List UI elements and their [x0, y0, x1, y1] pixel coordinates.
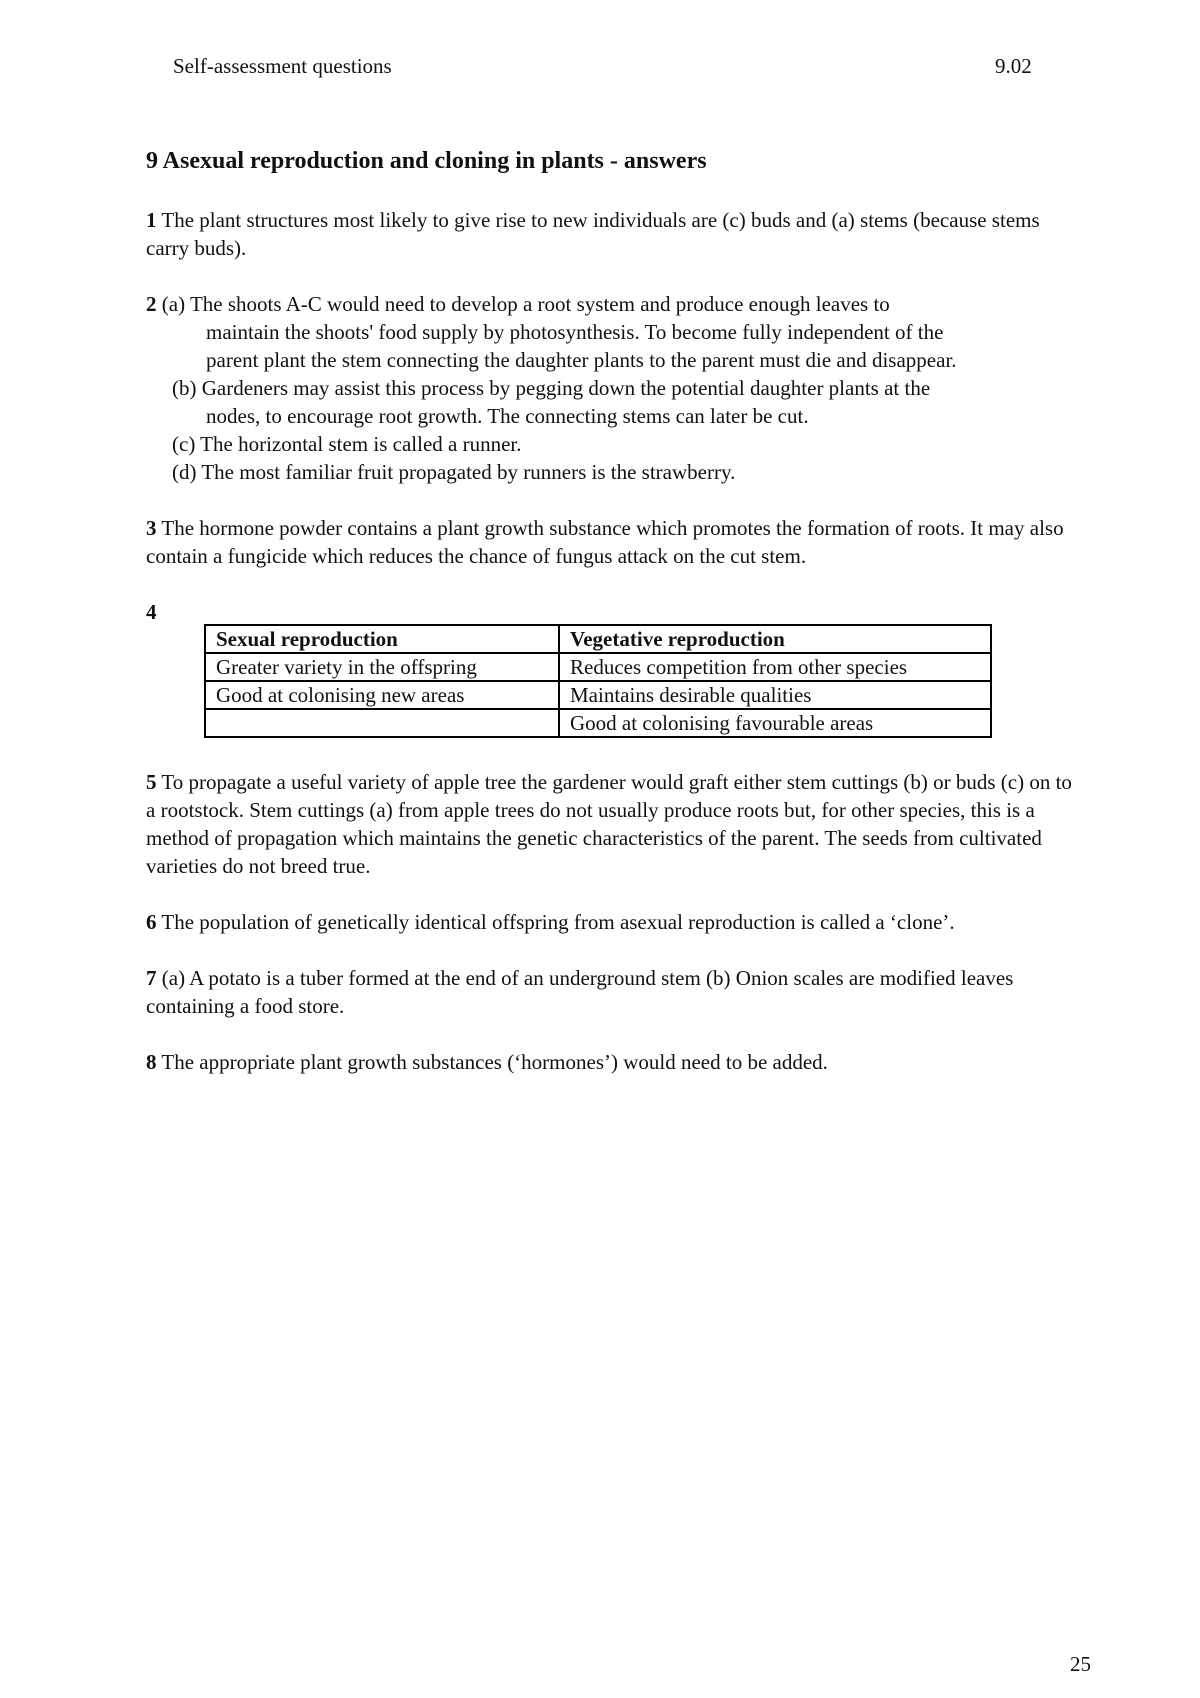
table-cell [205, 709, 559, 737]
table-cell: Reduces competition from other species [559, 653, 991, 681]
answer-2b-line-2: nodes, to encourage root growth. The connecting stems can later be cut. [206, 404, 809, 428]
answer-1 [146, 206, 1086, 262]
answer-number: 1 [146, 208, 157, 232]
table-header-cell: Sexual reproduction [205, 625, 559, 653]
answer-8 [146, 1048, 1086, 1076]
answer-number: 4 [146, 600, 157, 624]
answer-4 [146, 598, 1086, 626]
answer-number: 8 [146, 1050, 157, 1074]
answer-number: 3 [146, 516, 157, 540]
answer-part-label: (a) [161, 292, 186, 316]
answer-number: 7 [146, 966, 157, 990]
answer-2d: (d) The most familiar fruit propagated by runners is the strawberry. [172, 460, 736, 484]
answer-6 [146, 908, 1086, 936]
answer-7 [146, 964, 1086, 1020]
answer-text: To propagate a useful variety of apple tree the gardener would graft either stem cuttings (b) or buds (c) on to a rootstock. Stem cuttings (a) from apple trees do not usually produce roots but, for other species, this is a method of propagation which maintains the genetic characteristics of the parent. The seeds from cultivated varieties do not breed true. [146, 770, 1072, 878]
answer-text: The shoots A-C would need to develop a root system and produce enough leaves to [189, 292, 890, 316]
header-section-number: 9.02 [995, 54, 1032, 78]
answer-2b-line-1: (b) Gardeners may assist this process by pegging down the potential daughter plants at the [172, 376, 931, 400]
answer-2a-line-1 [146, 290, 1086, 318]
answer-3 [146, 514, 1086, 570]
answer-text: The plant structures most likely to give rise to new individuals are (c) buds and (a) stems (because stems carry buds). [146, 208, 1040, 260]
table-cell: Maintains desirable qualities [559, 681, 991, 709]
table-cell: Good at colonising new areas [205, 681, 559, 709]
table-cell: Good at colonising favourable areas [559, 709, 991, 737]
table-header-cell: Vegetative reproduction [559, 625, 991, 653]
answer-number: 2 [146, 292, 157, 316]
page-number: 25 [1070, 1652, 1091, 1676]
table-row [205, 653, 991, 681]
answer-2c: (c) The horizontal stem is called a runner. [172, 432, 522, 456]
answer-text: The hormone powder contains a plant growth substance which promotes the formation of roots. It may also contain a fungicide which reduces the chance of fungus attack on the cut stem. [146, 516, 1064, 568]
reproduction-comparison-table [204, 624, 992, 738]
table-cell: Greater variety in the offspring [205, 653, 559, 681]
header-section-label: Self-assessment questions [173, 54, 392, 78]
answer-text: The population of genetically identical offspring from asexual reproduction is called a ‘clone’. [161, 910, 955, 934]
answer-2a-line-2: maintain the shoots' food supply by photosynthesis. To become fully independent of the [206, 320, 944, 344]
answer-2a-line-3: parent plant the stem connecting the daughter plants to the parent must die and disappear. [206, 348, 957, 372]
table-row [205, 681, 991, 709]
table-header-row [205, 625, 991, 653]
answer-number: 6 [146, 910, 157, 934]
answer-text: (a) A potato is a tuber formed at the end of an underground stem (b) Onion scales are modified leaves containing a food store. [146, 966, 1014, 1018]
table-row [205, 709, 991, 737]
page-title: 9 Asexual reproduction and cloning in plants - answers [146, 148, 707, 174]
answer-text: The appropriate plant growth substances (‘hormones’) would need to be added. [161, 1050, 828, 1074]
answer-number: 5 [146, 770, 157, 794]
answer-5 [146, 768, 1086, 880]
